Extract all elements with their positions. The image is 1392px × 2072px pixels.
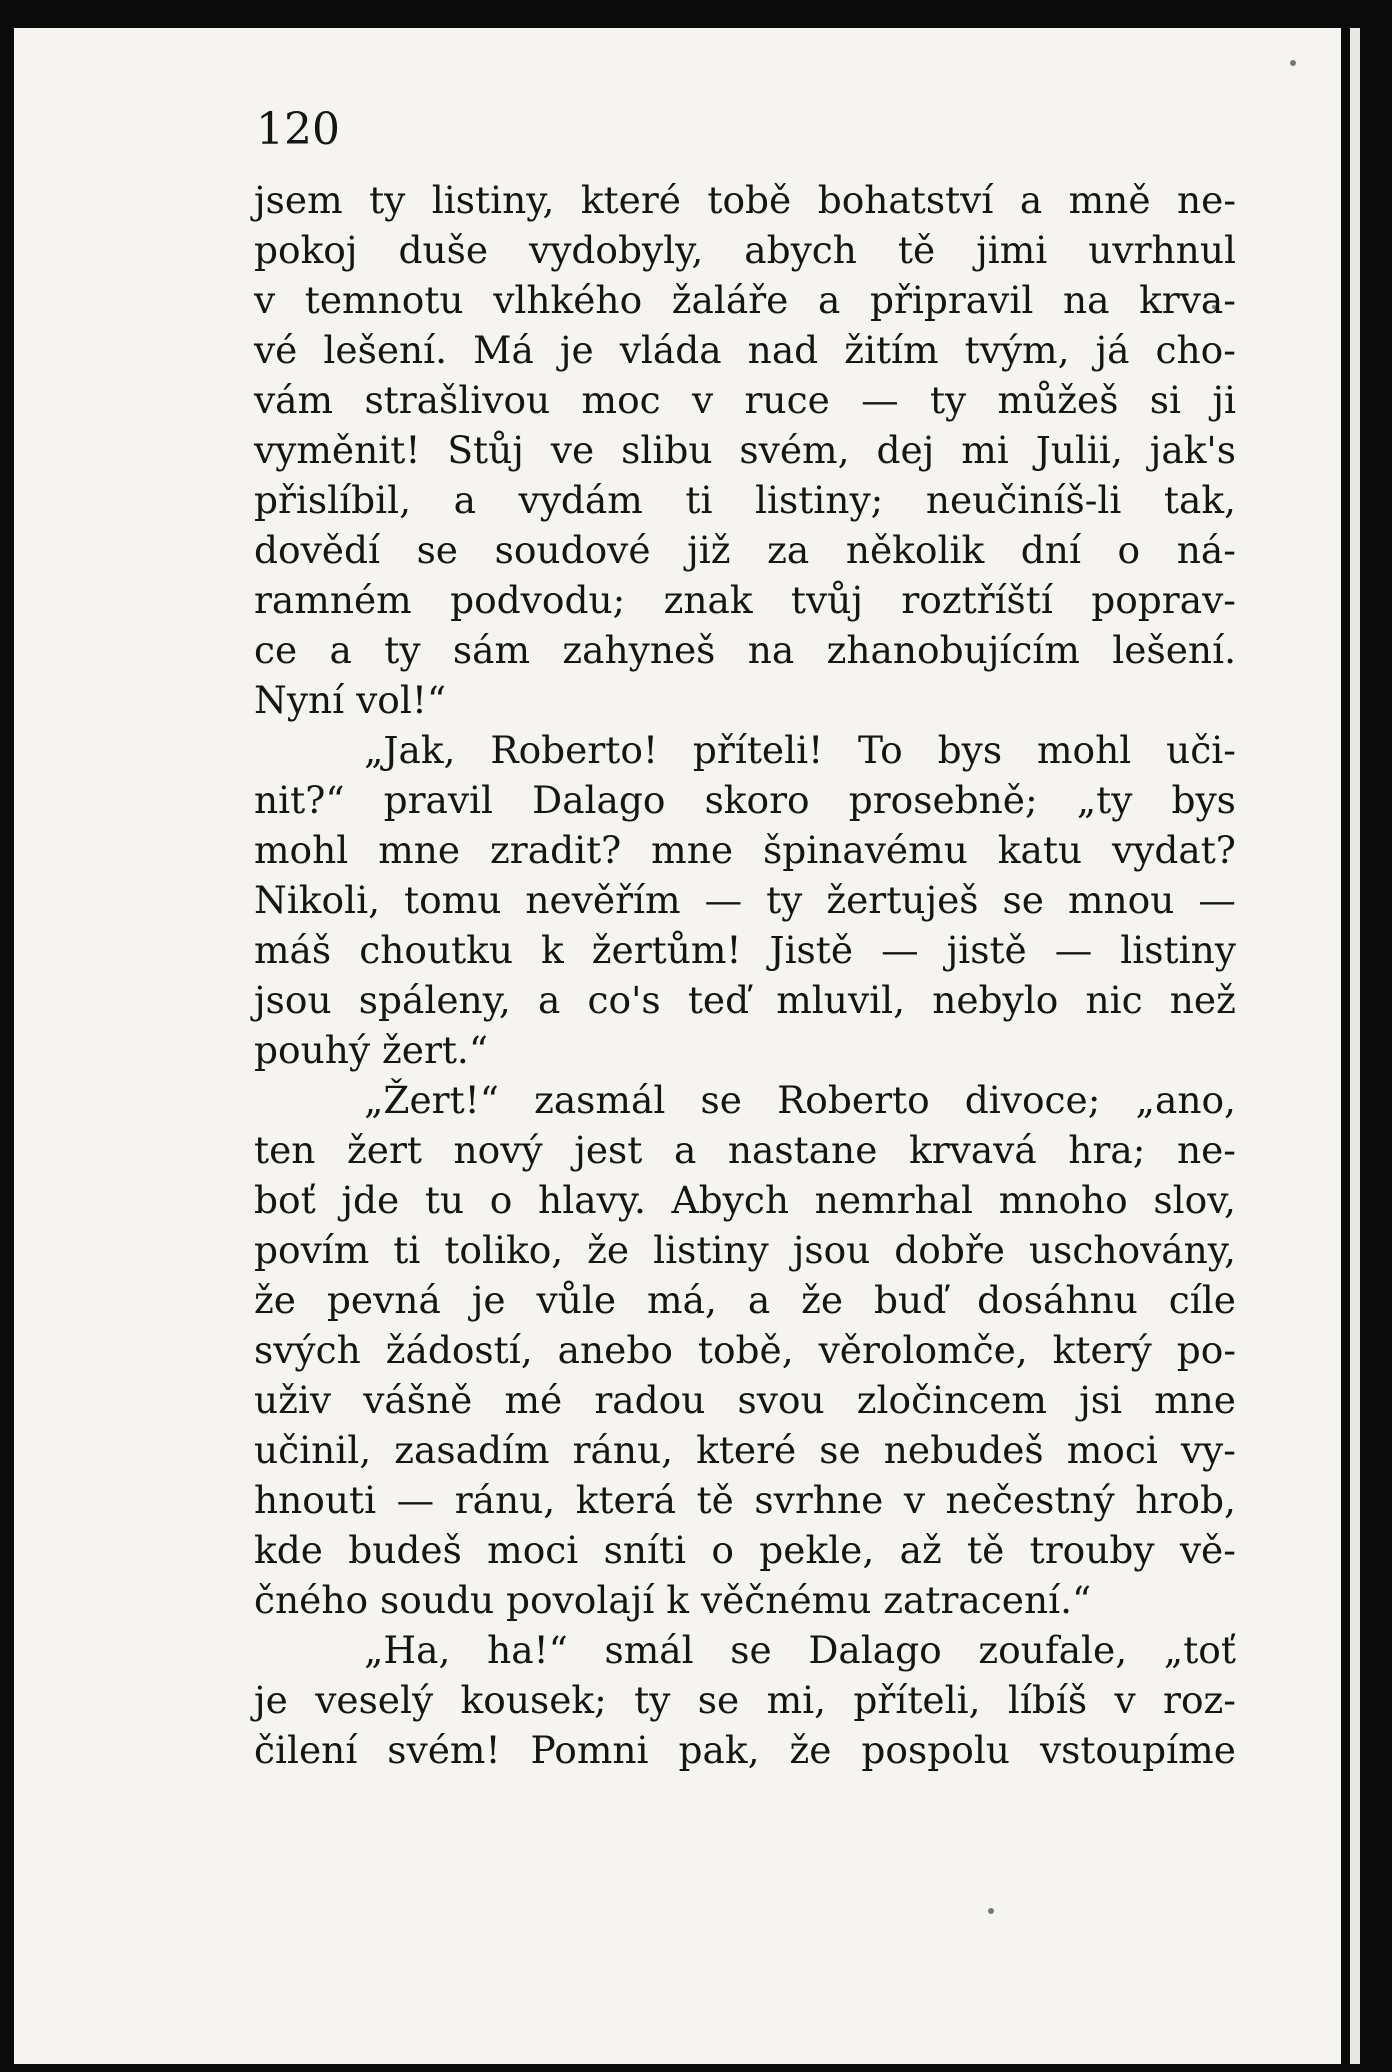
print-speck: [1290, 60, 1296, 66]
text-line: učinil, zasadím ránu, které se nebudeš moci vy-: [254, 1428, 1236, 1472]
text-line: „Žert!“ zasmál se Roberto divoce; „ano,: [364, 1078, 1236, 1122]
text-line: že pevná je vůle má, a že buď dosáhnu cíle: [254, 1278, 1236, 1322]
text-line: jsem ty listiny, které tobě bohatství a mně ne-: [254, 178, 1236, 222]
text-line: „Ha, ha!“ smál se Dalago zoufale, „toť: [364, 1628, 1236, 1672]
text-line: hnouti — ránu, která tě svrhne v nečestný hrob,: [254, 1478, 1236, 1522]
text-line: ten žert nový jest a nastane krvavá hra; ne-: [254, 1128, 1236, 1172]
text-line: uživ vášně mé radou svou zločincem jsi mne: [254, 1378, 1236, 1422]
text-line: povím ti toliko, že listiny jsou dobře uschovány,: [254, 1228, 1236, 1272]
page-number: 120: [256, 104, 340, 155]
text-line: ce a ty sám zahyneš na zhanobujícím lešení.: [254, 628, 1236, 672]
text-line: pokoj duše vydobyly, abych tě jimi uvrhnul: [254, 228, 1236, 272]
text-line: vám strašlivou moc v ruce — ty můžeš si ji: [254, 378, 1236, 422]
text-line: nit?“ pravil Dalago skoro prosebně; „ty bys: [254, 778, 1236, 822]
body-text: [254, 175, 1236, 1775]
text-line: v temnotu vlhkého žaláře a připravil na krva-: [254, 278, 1236, 322]
text-line: mohl mne zradit? mne špinavému katu vydat?: [254, 828, 1236, 872]
text-line: vé lešení. Má je vláda nad žitím tvým, já cho-: [254, 328, 1236, 372]
text-line: boť jde tu o hlavy. Abych nemrhal mnoho slov,: [254, 1178, 1236, 1222]
text-line: čného soudu povolají k věčnému zatracení.“: [254, 1578, 1092, 1622]
text-line: je veselý kousek; ty se mi, příteli, líbíš v roz-: [254, 1678, 1236, 1722]
text-line: pouhý žert.“: [254, 1028, 489, 1072]
text-line: „Jak, Roberto! příteli! To bys mohl uči-: [364, 728, 1236, 772]
text-line: přislíbil, a vydám ti listiny; neučiníš-li tak,: [254, 478, 1236, 522]
print-speck: [988, 1908, 994, 1914]
text-line: jsou spáleny, a co's teď mluvil, nebylo nic než: [254, 978, 1236, 1022]
page-edge: [1350, 28, 1360, 2064]
text-line: čilení svém! Pomni pak, že pospolu vstoupíme: [254, 1728, 1236, 1772]
text-line: Nikoli, tomu nevěřím — ty žertuješ se mnou —: [254, 878, 1236, 922]
text-line: kde budeš moci sníti o pekle, až tě trouby vě-: [254, 1528, 1236, 1572]
text-line: dovědí se soudové již za několik dní o ná-: [254, 528, 1236, 572]
text-line: ramném podvodu; znak tvůj roztříští poprav-: [254, 578, 1236, 622]
text-line: svých žádostí, anebo tobě, věrolomče, který po-: [254, 1328, 1236, 1372]
text-line: máš choutku k žertům! Jistě — jistě — listiny: [254, 928, 1236, 972]
text-line: vyměnit! Stůj ve slibu svém, dej mi Julii, jak's: [254, 428, 1236, 472]
text-line: Nyní vol!“: [254, 678, 447, 722]
